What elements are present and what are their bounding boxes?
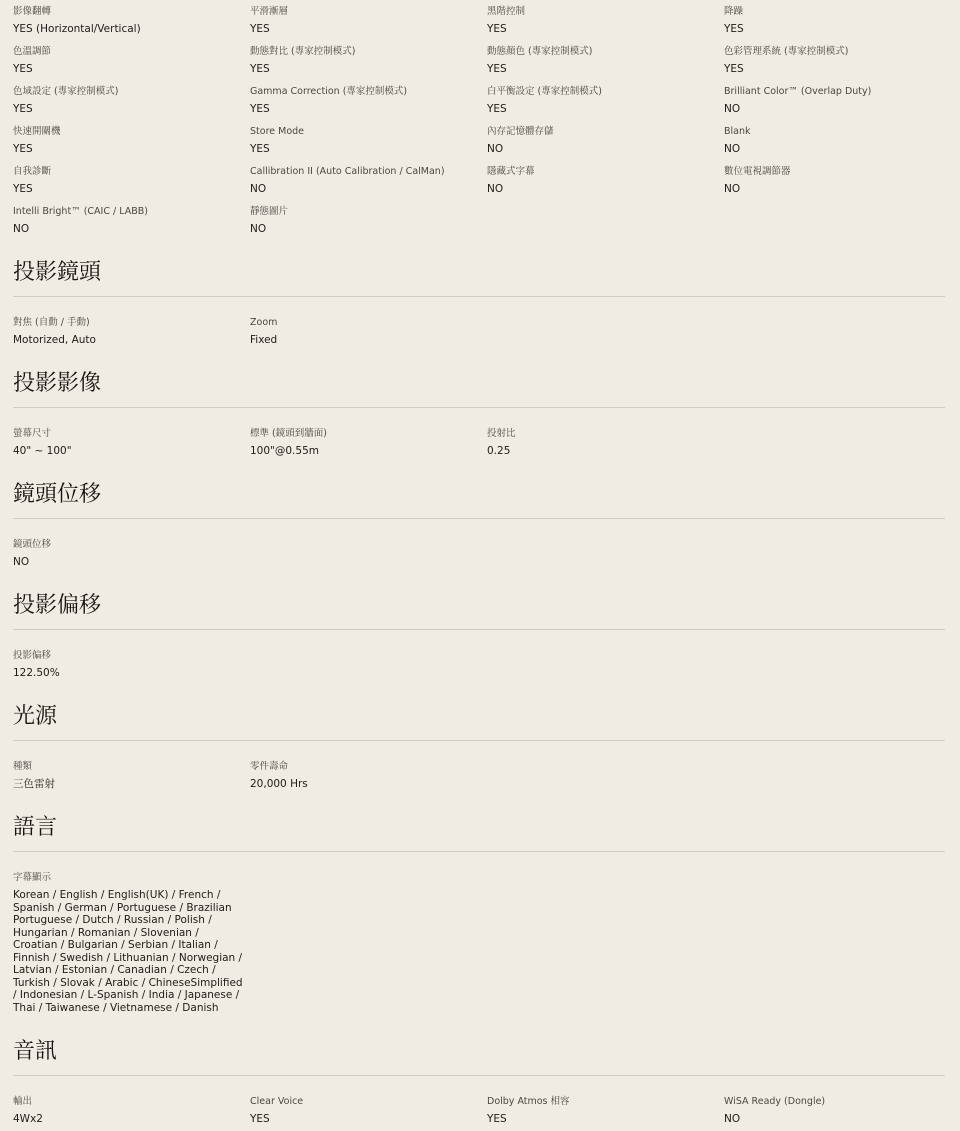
section-header-lens bbox=[13, 240, 945, 297]
spec-value: YES bbox=[487, 23, 507, 35]
spec-label: 動態對比 (專家控制模式) bbox=[250, 46, 356, 57]
lens-spec-grid bbox=[13, 297, 945, 351]
spec-value: NO bbox=[13, 223, 30, 235]
spec-label: 平滑漸層 bbox=[250, 6, 289, 17]
spec-value: YES bbox=[250, 23, 270, 35]
spec-label: Store Mode bbox=[250, 126, 305, 137]
spec-label: 白平衡設定 (專家控制模式) bbox=[487, 86, 602, 97]
audio-spec-grid bbox=[13, 1076, 945, 1130]
section-header-light-source bbox=[13, 684, 945, 741]
spec-item bbox=[250, 160, 487, 200]
spec-value: NO bbox=[250, 223, 267, 235]
spec-item bbox=[487, 120, 724, 160]
spec-label: 投射比 bbox=[487, 428, 516, 439]
picture-spec-grid bbox=[13, 0, 945, 240]
spec-value: YES bbox=[250, 63, 270, 75]
spec-label: 自我診斷 bbox=[13, 166, 52, 177]
spec-item bbox=[487, 40, 724, 80]
spec-label: 投影偏移 bbox=[13, 650, 52, 661]
spec-item bbox=[724, 1090, 945, 1130]
spec-item bbox=[250, 40, 487, 80]
spec-label: 種類 bbox=[13, 761, 33, 772]
spec-label: 隱藏式字幕 bbox=[487, 166, 535, 177]
section-header-language bbox=[13, 795, 945, 852]
spec-item bbox=[487, 160, 724, 200]
spec-value: 20,000 Hrs bbox=[250, 778, 308, 790]
section-title: 投影鏡頭 bbox=[13, 260, 102, 285]
spec-label: 靜態圖片 bbox=[250, 206, 289, 217]
section-header-lens-shift bbox=[13, 462, 945, 519]
spec-value: Motorized, Auto bbox=[13, 334, 96, 346]
spec-value: NO bbox=[724, 1113, 741, 1125]
spec-value: YES bbox=[487, 103, 507, 115]
spec-label: 內存記憶體存儲 bbox=[487, 126, 554, 137]
section-title: 音訊 bbox=[13, 1039, 58, 1064]
spec-value: YES bbox=[487, 63, 507, 75]
spec-item bbox=[724, 160, 945, 200]
spec-value: YES bbox=[250, 1113, 270, 1125]
spec-value: Korean / English / English(UK) / French / Spanish / German / Portuguese / Brazilian Portuguese / Dutch / Russian / Polish / Hungarian / Romanian / Slovenian / Croatian / Bulgarian / Serbian / Italian / Finnish / Swedish / Lithuanian / Norwegian / Latvian / Estonian / Canadian / Czech / Turkish / Slovak / Arabic / ChineseSimplified / Indonesian / L-Spanish / India / Japanese / Thai / Taiwanese / Vietnamese / Danish bbox=[13, 889, 243, 1014]
spec-value: NO bbox=[13, 556, 30, 568]
spec-label: Clear Voice bbox=[250, 1096, 304, 1107]
section-title: 投影影像 bbox=[13, 371, 102, 396]
spec-item bbox=[13, 120, 250, 160]
spec-label: Brilliant Color™ (Overlap Duty) bbox=[724, 86, 872, 97]
spec-label: 零件壽命 bbox=[250, 761, 289, 772]
spec-item bbox=[487, 80, 724, 120]
spec-label: Gamma Correction (專家控制模式) bbox=[250, 86, 408, 97]
spec-item bbox=[250, 120, 487, 160]
spec-label: 螢幕尺寸 bbox=[13, 428, 52, 439]
spec-label: 字幕顯示 bbox=[13, 872, 52, 883]
spec-label: 數位電視調節器 bbox=[724, 166, 791, 177]
spec-label: Zoom bbox=[250, 317, 278, 328]
spec-item bbox=[487, 1090, 724, 1130]
spec-label: Intelli Bright™ (CAIC / LABB) bbox=[13, 206, 148, 217]
light-source-spec-grid bbox=[13, 741, 945, 795]
spec-value: Fixed bbox=[250, 334, 278, 346]
spec-label: Callibration II (Auto Calibration / CalMan) bbox=[250, 166, 445, 177]
section-title: 光源 bbox=[13, 704, 58, 729]
section-title: 鏡頭位移 bbox=[13, 482, 102, 507]
spec-value: YES bbox=[724, 63, 744, 75]
spec-item bbox=[487, 422, 724, 462]
spec-value: YES bbox=[13, 63, 33, 75]
spec-label: 色彩管理系統 (專家控制模式) bbox=[724, 46, 849, 57]
spec-item bbox=[13, 311, 250, 351]
spec-value: YES bbox=[250, 103, 270, 115]
section-header-image bbox=[13, 351, 945, 408]
spec-value: NO bbox=[724, 103, 741, 115]
spec-item bbox=[13, 160, 250, 200]
spec-item bbox=[13, 422, 250, 462]
spec-label: 影像翻轉 bbox=[13, 6, 52, 17]
spec-value: 0.25 bbox=[487, 445, 511, 457]
spec-label: Dolby Atmos 相容 bbox=[487, 1096, 570, 1107]
spec-item bbox=[13, 1090, 250, 1130]
spec-label: WiSA Ready (Dongle) bbox=[724, 1096, 826, 1107]
spec-value: NO bbox=[250, 183, 267, 195]
spec-label: 對焦 (自動 / 手動) bbox=[13, 317, 90, 328]
spec-page bbox=[13, 0, 945, 1130]
spec-item bbox=[13, 755, 250, 795]
spec-value: 4Wx2 bbox=[13, 1113, 43, 1125]
language-spec-block bbox=[13, 852, 945, 1019]
spec-value: NO bbox=[487, 143, 504, 155]
spec-item bbox=[13, 644, 250, 684]
spec-label: 色域設定 (專家控制模式) bbox=[13, 86, 119, 97]
spec-label: 色溫調節 bbox=[13, 46, 52, 57]
spec-value: 122.50% bbox=[13, 667, 60, 679]
spec-item bbox=[724, 40, 945, 80]
spec-item bbox=[724, 120, 945, 160]
spec-item bbox=[724, 80, 945, 120]
spec-label: 快速開關機 bbox=[13, 126, 61, 137]
spec-item bbox=[250, 0, 487, 40]
section-title: 投影偏移 bbox=[13, 593, 102, 618]
spec-label: Blank bbox=[724, 126, 751, 137]
spec-item bbox=[250, 200, 487, 240]
spec-value: YES bbox=[250, 143, 270, 155]
spec-value: 40" ~ 100" bbox=[13, 445, 72, 457]
image-spec-grid bbox=[13, 408, 945, 462]
spec-item bbox=[250, 755, 487, 795]
spec-value: YES bbox=[724, 23, 744, 35]
spec-value: NO bbox=[724, 143, 741, 155]
spec-item bbox=[250, 422, 487, 462]
spec-value: 三色雷射 bbox=[13, 778, 55, 790]
spec-label: 黑階控制 bbox=[487, 6, 526, 17]
spec-label: 降躁 bbox=[724, 6, 744, 17]
spec-item bbox=[13, 0, 250, 40]
spec-value: 100"@0.55m bbox=[250, 445, 319, 457]
spec-item bbox=[250, 311, 487, 351]
spec-value: YES bbox=[13, 143, 33, 155]
spec-label: 標準 (鏡頭到牆面) bbox=[250, 428, 327, 439]
spec-item bbox=[13, 200, 250, 240]
spec-item bbox=[250, 80, 487, 120]
spec-value: YES (Horizontal/Vertical) bbox=[13, 23, 141, 35]
spec-item bbox=[13, 80, 250, 120]
spec-item bbox=[250, 1090, 487, 1130]
section-title: 語言 bbox=[13, 815, 58, 840]
spec-item bbox=[724, 0, 945, 40]
spec-label: 輸出 bbox=[13, 1096, 33, 1107]
spec-label: 動態顏色 (專家控制模式) bbox=[487, 46, 593, 57]
spec-value: NO bbox=[487, 183, 504, 195]
lens-shift-spec-grid bbox=[13, 519, 945, 573]
spec-value: YES bbox=[13, 103, 33, 115]
spec-item bbox=[13, 40, 250, 80]
spec-value: YES bbox=[487, 1113, 507, 1125]
spec-value: YES bbox=[13, 183, 33, 195]
offset-spec-grid bbox=[13, 630, 945, 684]
spec-item bbox=[13, 533, 250, 573]
spec-value: NO bbox=[724, 183, 741, 195]
section-header-offset bbox=[13, 573, 945, 630]
spec-item bbox=[487, 0, 724, 40]
section-header-audio bbox=[13, 1019, 945, 1076]
spec-label: 鏡頭位移 bbox=[13, 539, 52, 550]
